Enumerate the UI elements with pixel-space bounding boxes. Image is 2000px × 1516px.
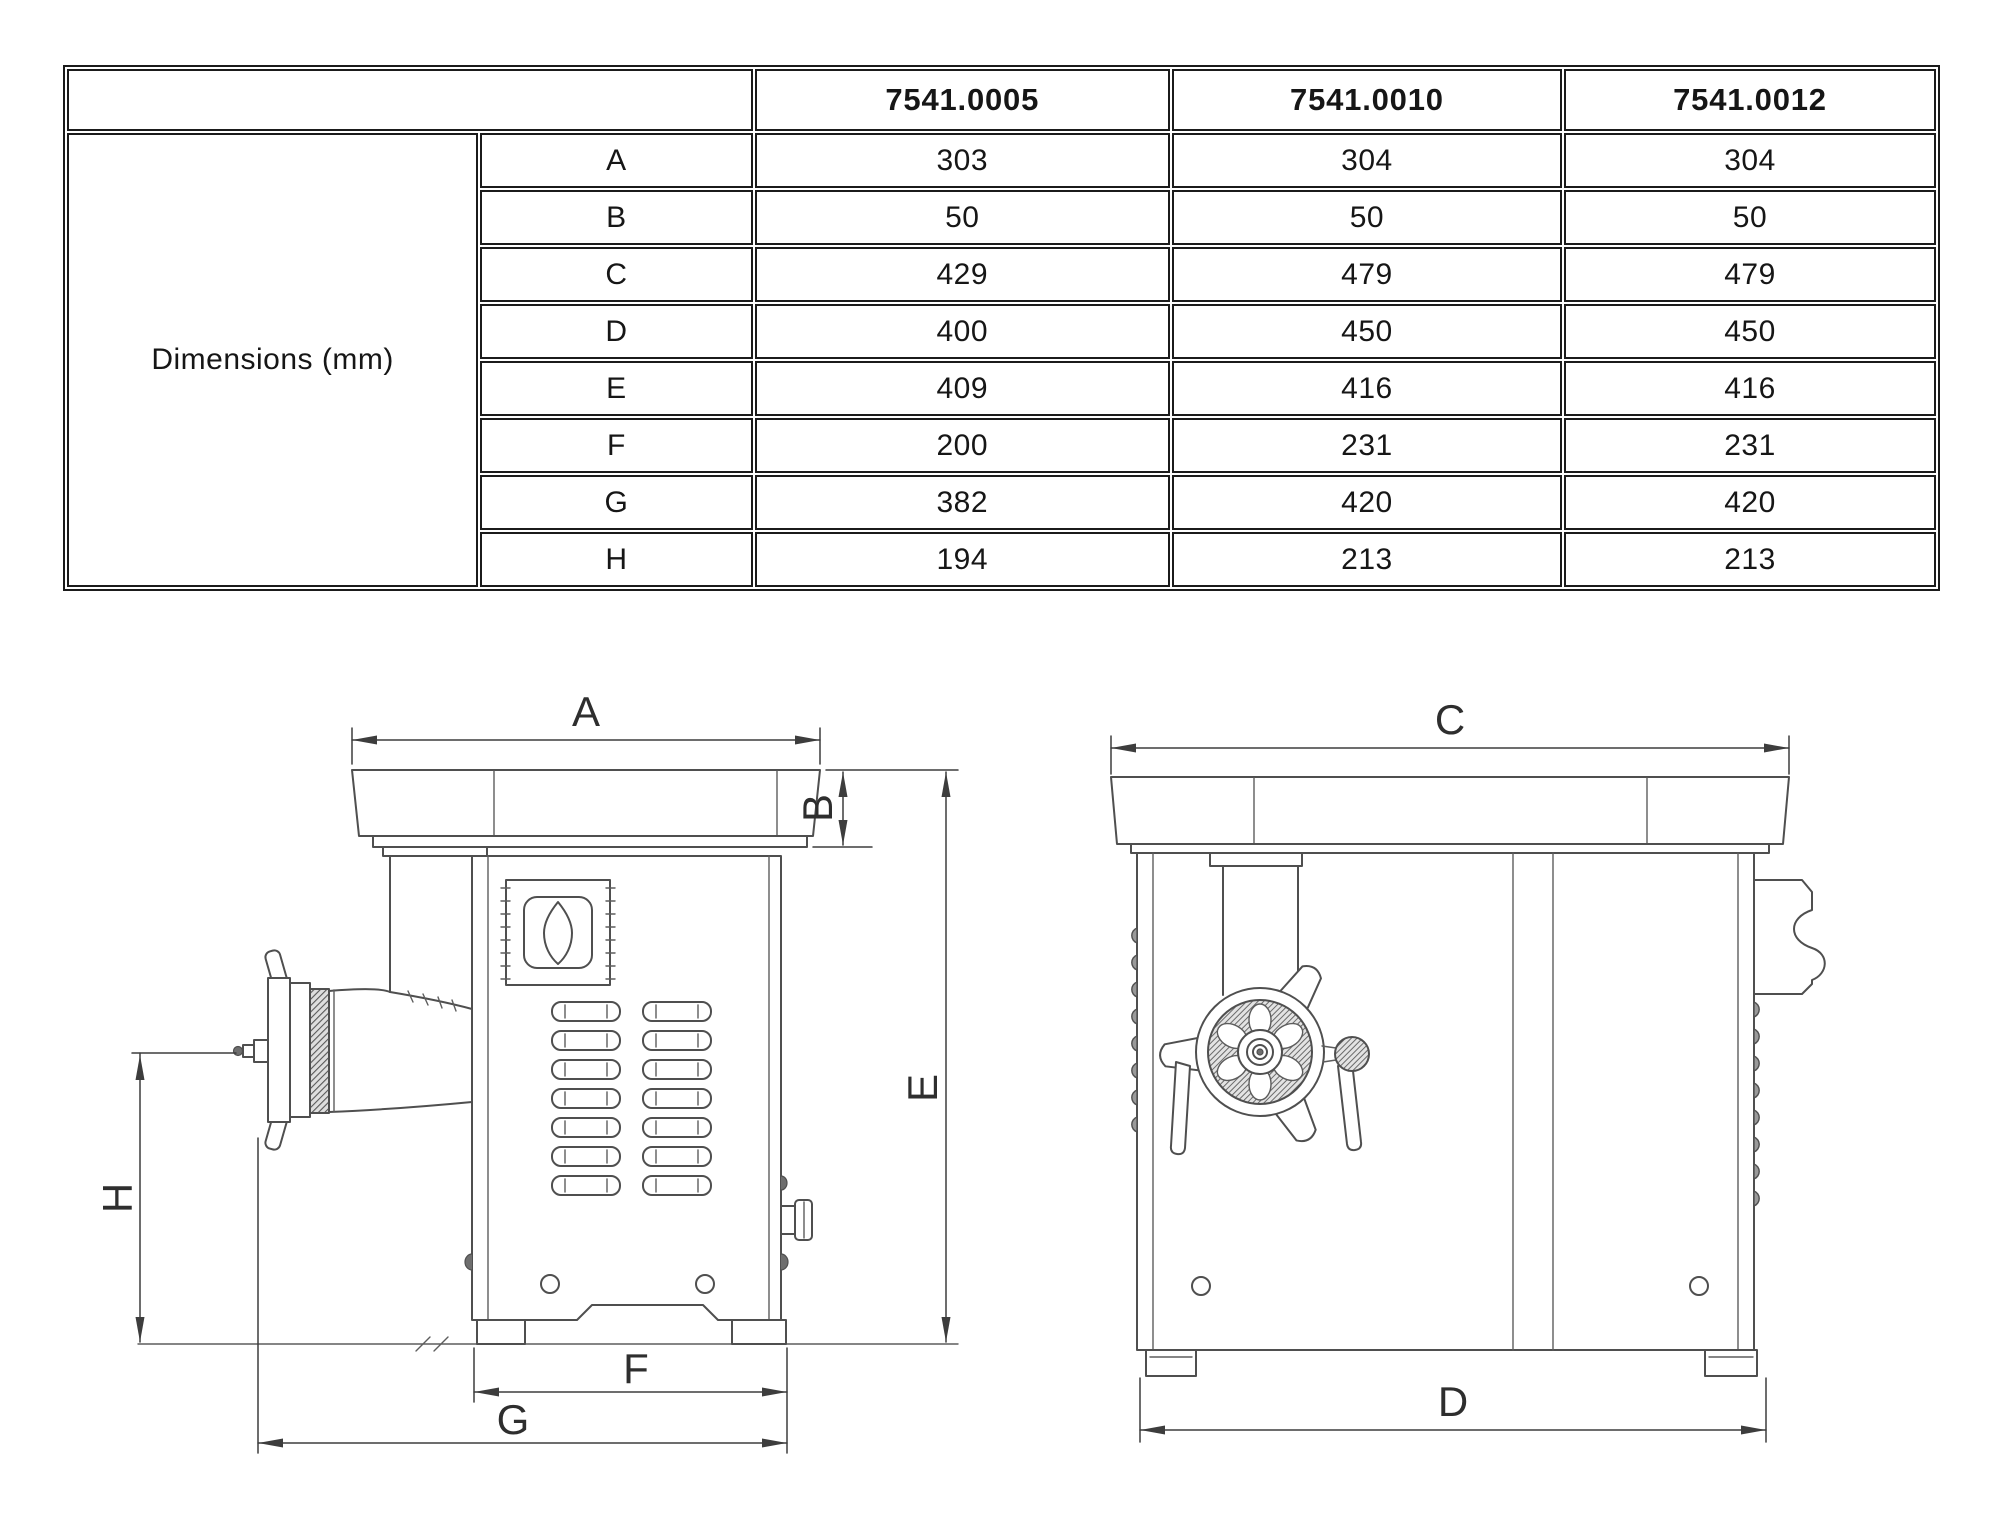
dim-value: 231 — [1172, 418, 1562, 473]
dim-value: 429 — [755, 247, 1170, 302]
dim-letter: B — [480, 190, 752, 245]
dim-letter: H — [480, 532, 752, 587]
dim-value: 50 — [1172, 190, 1562, 245]
dim-value: 479 — [1172, 247, 1562, 302]
table-header-row — [67, 69, 1936, 131]
dim-label-h: H — [94, 1182, 141, 1214]
cable-gland — [781, 1176, 812, 1240]
side-view-machine — [138, 770, 958, 1351]
dim-value: 450 — [1172, 304, 1562, 359]
dim-value: 450 — [1564, 304, 1936, 359]
dim-value: 416 — [1172, 361, 1562, 416]
column-header-model-1: 7541.0005 — [755, 69, 1170, 131]
dim-value: 303 — [755, 133, 1170, 188]
row-group-label: Dimensions (mm) — [67, 133, 478, 587]
dim-value: 194 — [755, 532, 1170, 587]
dim-letter: G — [480, 475, 752, 530]
dim-value: 200 — [755, 418, 1170, 473]
grinder-head — [234, 856, 473, 1151]
dim-label-a: A — [571, 688, 601, 735]
tray-pan — [1111, 777, 1789, 853]
dim-value: 409 — [755, 361, 1170, 416]
dim-label-c: C — [1434, 696, 1466, 743]
dim-letter: C — [480, 247, 752, 302]
dim-value: 479 — [1564, 247, 1936, 302]
dim-label-g: G — [496, 1396, 530, 1443]
foot — [477, 1320, 525, 1344]
table-row — [67, 133, 1936, 188]
dim-value: 400 — [755, 304, 1170, 359]
dim-label-d: D — [1437, 1378, 1469, 1425]
dim-value: 213 — [1172, 532, 1562, 587]
dim-value: 231 — [1564, 418, 1936, 473]
foot — [1705, 1350, 1757, 1376]
foot — [732, 1320, 786, 1344]
dim-value: 304 — [1172, 133, 1562, 188]
handle-knob — [1335, 1037, 1369, 1071]
latch-bracket — [1754, 880, 1825, 994]
dim-value: 213 — [1564, 532, 1936, 587]
side-view-drawing — [80, 650, 980, 1490]
dim-value: 420 — [1172, 475, 1562, 530]
dim-label-f: F — [623, 1345, 649, 1392]
front-view-drawing — [1060, 650, 1960, 1490]
dim-letter: E — [480, 361, 752, 416]
table-corner-cell — [67, 69, 753, 131]
dim-letter: A — [480, 133, 752, 188]
dim-label-e: E — [899, 1073, 946, 1103]
dim-letter: D — [480, 304, 752, 359]
dim-value: 304 — [1564, 133, 1936, 188]
machine-housing — [1137, 853, 1757, 1376]
dim-value: 382 — [755, 475, 1170, 530]
dimensions-table — [63, 65, 1940, 591]
tray-pan — [352, 770, 820, 856]
foot — [1146, 1350, 1196, 1376]
dim-letter: F — [480, 418, 752, 473]
dim-value: 50 — [755, 190, 1170, 245]
column-header-model-3: 7541.0012 — [1564, 69, 1936, 131]
dim-label-b: B — [794, 793, 841, 823]
column-header-model-2: 7541.0010 — [1172, 69, 1562, 131]
dim-value: 420 — [1564, 475, 1936, 530]
power-switch-panel — [501, 880, 615, 985]
dim-value: 416 — [1564, 361, 1936, 416]
dim-value: 50 — [1564, 190, 1936, 245]
adjusting-knob — [234, 1040, 269, 1062]
front-view-machine — [1111, 777, 1825, 1376]
